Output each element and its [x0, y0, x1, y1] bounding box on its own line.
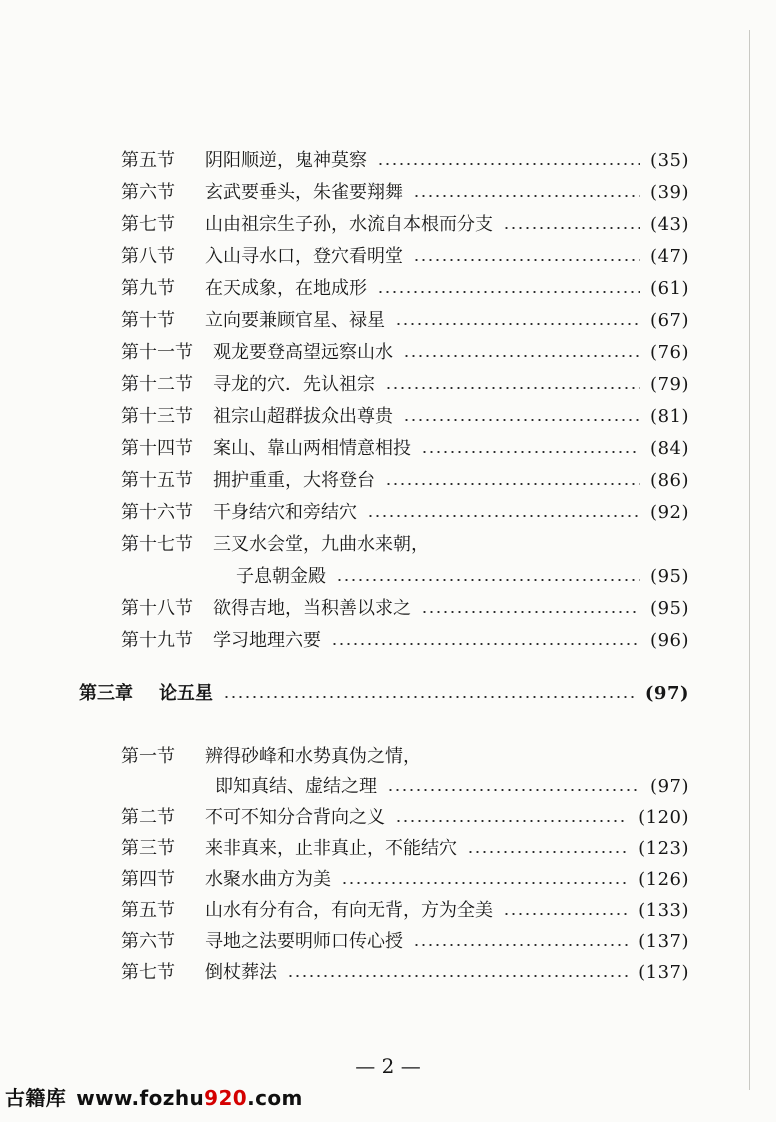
page-ref: (43): [650, 214, 689, 235]
dot-leader: [413, 195, 640, 197]
section-title: 来非真来，止非真止，不能结穴: [205, 838, 457, 859]
section-title: 观龙要登高望远察山水: [213, 342, 393, 363]
toc-entry-first-line[interactable]: [121, 745, 689, 769]
section-number: 第十二节: [121, 374, 193, 395]
page-ref: (61): [650, 278, 689, 299]
section-title: 不可不知分合背向之义: [205, 807, 385, 828]
section-number: 第十七节: [121, 534, 193, 555]
toc-entry-continuation[interactable]: [236, 565, 689, 589]
section-title: 倒杖葬法: [205, 962, 277, 983]
section-number: 第七节: [121, 214, 175, 235]
dot-leader: [395, 820, 628, 822]
toc-entry[interactable]: [121, 899, 689, 923]
section-title: 山水有分有合，有向无背，方为全美: [205, 900, 493, 921]
watermark-site-number: 920: [204, 1086, 248, 1110]
dot-leader: [467, 851, 628, 853]
dot-leader: [385, 387, 640, 389]
section-number: 第一节: [121, 746, 175, 767]
section-title: 学习地理六要: [213, 630, 321, 651]
section-number: 第十五节: [121, 470, 193, 491]
page-ref: (97): [644, 683, 689, 704]
page-ref: (120): [638, 807, 689, 828]
page-ref: (79): [650, 374, 689, 395]
section-title: 在天成象，在地成形: [205, 278, 367, 299]
dot-leader: [395, 323, 640, 325]
dot-leader: [367, 515, 640, 517]
page-edge-line: [749, 30, 750, 1090]
section-title: 立向要兼顾官星、禄星: [205, 310, 385, 331]
page-ref: (47): [650, 246, 689, 267]
section-title: 寻地之法要明师口传心授: [205, 931, 403, 952]
page-ref: (97): [650, 776, 689, 797]
section-title-continued: 即知真结、虚结之理: [215, 776, 377, 797]
dot-leader: [331, 643, 640, 645]
chapter-title: 论五星: [159, 683, 213, 704]
toc-entry[interactable]: [121, 373, 689, 397]
section-title-continued: 子息朝金殿: [236, 566, 326, 587]
toc-entry[interactable]: [121, 341, 689, 365]
section-title: 入山寻水口，登穴看明堂: [205, 246, 403, 267]
dot-leader: [503, 913, 628, 915]
section-title: 祖宗山超群拔众出尊贵: [213, 406, 393, 427]
section-number: 第七节: [121, 962, 175, 983]
dot-leader: [377, 291, 640, 293]
toc-entry[interactable]: [121, 597, 689, 621]
toc-entry[interactable]: [121, 806, 689, 830]
watermark: [5, 1082, 303, 1111]
toc-entry[interactable]: [121, 245, 689, 269]
toc-entry[interactable]: [121, 213, 689, 237]
section-title: 欲得吉地，当积善以求之: [213, 598, 411, 619]
dot-leader: [403, 355, 640, 357]
section-number: 第十九节: [121, 630, 193, 651]
page-ref: (126): [638, 869, 689, 890]
dot-leader: [503, 227, 640, 229]
toc-entry-continuation[interactable]: [215, 775, 689, 799]
watermark-site: www.fozhu: [76, 1086, 205, 1110]
dot-leader: [413, 944, 628, 946]
section-title: 寻龙的穴．先认祖宗: [213, 374, 375, 395]
page-ref: (86): [650, 470, 689, 491]
toc-entry[interactable]: [121, 405, 689, 429]
section-title: 水聚水曲方为美: [205, 869, 331, 890]
section-title: 辨得砂峰和水势真伪之情，: [205, 746, 421, 767]
toc-entry[interactable]: [121, 868, 689, 892]
page-ref: (35): [650, 150, 689, 171]
section-title: 案山、靠山两相情意相投: [213, 438, 411, 459]
dot-leader: [413, 259, 640, 261]
section-number: 第二节: [121, 807, 175, 828]
toc-entry[interactable]: [121, 277, 689, 301]
section-number: 第十六节: [121, 502, 193, 523]
page-ref: (95): [650, 598, 689, 619]
toc-entry-first-line[interactable]: [121, 533, 689, 557]
section-title: 山由祖宗生子孙，水流自本根而分支: [205, 214, 493, 235]
dot-leader: [341, 882, 628, 884]
section-number: 第三节: [121, 838, 175, 859]
dot-leader: [403, 419, 640, 421]
section-number: 第十四节: [121, 438, 193, 459]
section-title: 干身结穴和旁结穴: [213, 502, 357, 523]
chapter-number: 第三章: [79, 683, 133, 704]
toc-entry[interactable]: [121, 837, 689, 861]
watermark-site-suffix: .com: [247, 1086, 303, 1110]
page-ref: (76): [650, 342, 689, 363]
dot-leader: [387, 789, 640, 791]
section-number: 第四节: [121, 869, 175, 890]
section-title: 阴阳顺逆，鬼神莫察: [205, 150, 367, 171]
toc-entry[interactable]: [121, 181, 689, 205]
section-number: 第九节: [121, 278, 175, 299]
page-ref: (95): [650, 566, 689, 587]
section-number: 第六节: [121, 931, 175, 952]
page-ref: (84): [650, 438, 689, 459]
toc-entry[interactable]: [121, 930, 689, 954]
watermark-brand: 古籍库: [5, 1086, 67, 1110]
page-ref: (96): [650, 630, 689, 651]
dot-leader: [385, 483, 640, 485]
toc-entry[interactable]: [121, 501, 689, 525]
section-number: 第五节: [121, 900, 175, 921]
toc-entry[interactable]: [121, 149, 689, 173]
dot-leader: [421, 611, 640, 613]
page-ref: (81): [650, 406, 689, 427]
page-number: — 2 —: [355, 1054, 421, 1078]
toc-entry[interactable]: [121, 961, 689, 985]
section-number: 第五节: [121, 150, 175, 171]
dot-leader: [223, 696, 635, 698]
section-title: 拥护重重，大将登台: [213, 470, 375, 491]
section-title: 三叉水会堂，九曲水来朝，: [213, 534, 429, 555]
section-number: 第十八节: [121, 598, 193, 619]
page-ref: (39): [650, 182, 689, 203]
chapter-heading[interactable]: [79, 682, 689, 706]
toc-entry[interactable]: [121, 469, 689, 493]
section-number: 第六节: [121, 182, 175, 203]
section-number: 第十节: [121, 310, 175, 331]
section-title: 玄武要垂头，朱雀要翔舞: [205, 182, 403, 203]
section-number: 第十一节: [121, 342, 193, 363]
page-ref: (133): [638, 900, 689, 921]
page-ref: (137): [638, 962, 689, 983]
toc-entry[interactable]: [121, 629, 689, 653]
dot-leader: [421, 451, 640, 453]
section-number: 第八节: [121, 246, 175, 267]
page-ref: (123): [638, 838, 689, 859]
page-ref: (92): [650, 502, 689, 523]
toc-entry[interactable]: [121, 309, 689, 333]
dot-leader: [287, 975, 628, 977]
dot-leader: [377, 163, 640, 165]
page-ref: (137): [638, 931, 689, 952]
section-number: 第十三节: [121, 406, 193, 427]
toc-entry[interactable]: [121, 437, 689, 461]
dot-leader: [336, 579, 640, 581]
page-ref: (67): [650, 310, 689, 331]
